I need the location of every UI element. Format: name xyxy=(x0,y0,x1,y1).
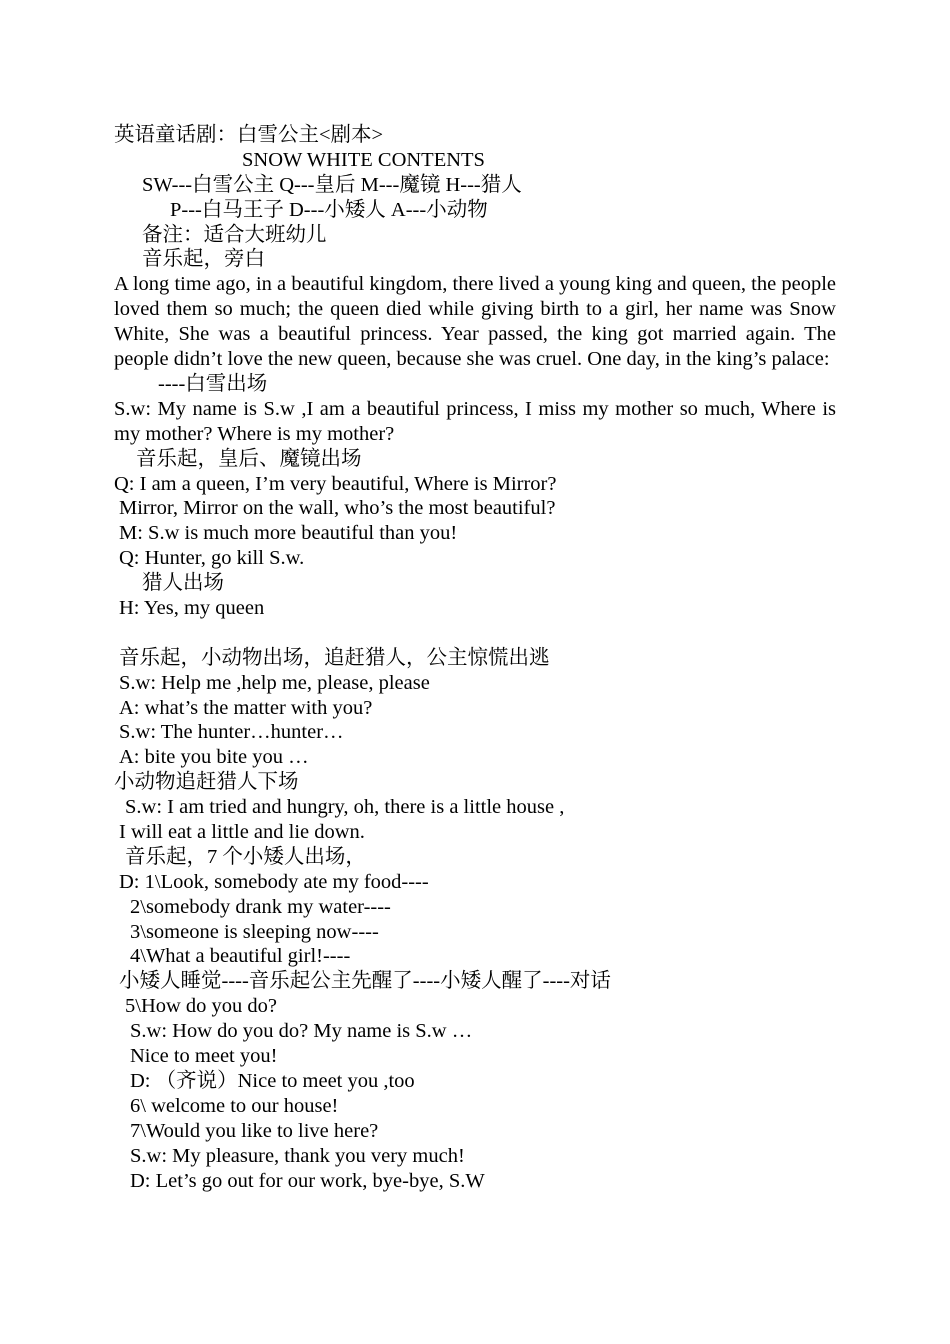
stage-direction: 音乐起，旁白 xyxy=(142,248,265,271)
dialogue-line: D: （齐说）Nice to meet you ,too xyxy=(130,1069,415,1092)
dialogue-line: A: bite you bite you … xyxy=(119,746,309,769)
dialogue-line: I will eat a little and lie down. xyxy=(119,821,365,844)
dialogue-line: 6\ welcome to our house! xyxy=(130,1094,339,1117)
stage-direction: 音乐起，皇后、魔镜出场 xyxy=(136,447,362,470)
dialogue-line: D: 1\Look, somebody ate my food---- xyxy=(119,870,429,893)
stage-direction: 音乐起，7 个小矮人出场， xyxy=(125,845,366,868)
roles-line-2: P---白马王子 D---小矮人 A---小动物 xyxy=(170,198,488,221)
dialogue-line: S.w: How do you do? My name is S.w … xyxy=(130,1020,473,1043)
dialogue-line: 2\somebody drank my water---- xyxy=(130,895,391,918)
stage-direction: ----白雪出场 xyxy=(158,372,268,395)
document-title: 英语童话剧：白雪公主<剧本> xyxy=(114,124,384,146)
dialogue-line: 7\Would you like to live here? xyxy=(130,1119,379,1142)
note-line: 备注：适合大班幼儿 xyxy=(142,223,327,246)
dialogue-line: Q: I am a queen, I’m very beautiful, Where is Mirror? xyxy=(114,472,557,495)
stage-direction: 音乐起，小动物出场，追赶猎人，公主惊慌出逃 xyxy=(119,646,550,669)
dialogue-line: S.w: My pleasure, thank you very much! xyxy=(130,1144,465,1167)
dialogue-line: H: Yes, my queen xyxy=(119,597,265,620)
stage-direction: 小矮人睡觉----音乐起公主先醒了----小矮人醒了----对话 xyxy=(119,970,611,993)
dialogue-line: Q: Hunter, go kill S.w. xyxy=(119,547,305,570)
dialogue-line: D: Let’s go out for our work, bye-bye, S.W xyxy=(130,1169,485,1192)
dialogue-line: S.w: I am tried and hungry, oh, there is a little house , xyxy=(125,796,565,819)
dialogue-line: Nice to meet you! xyxy=(130,1045,278,1068)
dialogue-line: 5\How do you do? xyxy=(125,995,278,1018)
narration-paragraph: A long time ago, in a beautiful kingdom, there lived a young king and queen, the people loved them so much; the queen died while giving birth to a girl, her name was Snow White, She was a beautiful princess. Year passed, the king got married again. The people didn’t love the new queen, because she was cruel. One day, in the king’s palace: xyxy=(114,273,836,371)
dialogue-line: S.w: Help me ,help me, please, please xyxy=(119,671,430,694)
document-subtitle: SNOW WHITE CONTENTS xyxy=(242,148,485,171)
stage-direction: 小动物追赶猎人下场 xyxy=(114,771,299,794)
dialogue-line: S.w: My name is S.w ,I am a beautiful princess, I miss my mother so much, Where is my mother? Where is my mother? xyxy=(114,397,836,445)
dialogue-line: Mirror, Mirror on the wall, who’s the most beautiful? xyxy=(119,497,556,520)
roles-line-1: SW---白雪公主 Q---皇后 M---魔镜 H---猎人 xyxy=(142,173,522,196)
dialogue-line: A: what’s the matter with you? xyxy=(119,696,373,719)
script-page xyxy=(114,123,836,1193)
dialogue-line: S.w: The hunter…hunter… xyxy=(119,721,344,744)
dialogue-line: M: S.w is much more beautiful than you! xyxy=(119,522,458,545)
blank-line xyxy=(114,621,836,646)
dialogue-line: 4\What a beautiful girl!---- xyxy=(130,945,351,968)
dialogue-line: 3\someone is sleeping now---- xyxy=(130,920,379,943)
stage-direction: 猎人出场 xyxy=(142,572,224,595)
